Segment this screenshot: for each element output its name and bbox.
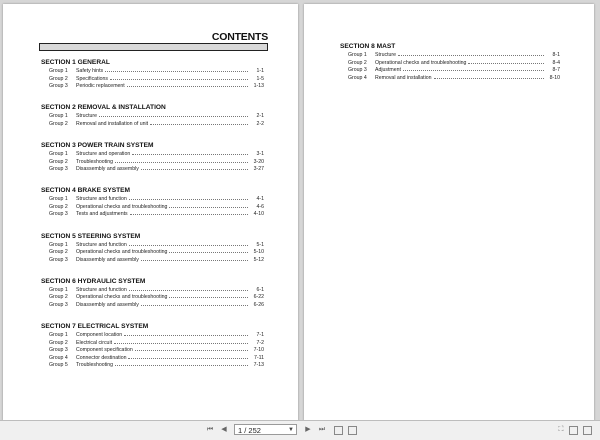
dot-leader [403,66,544,71]
pdf-page-left [3,4,298,421]
entry-title: Structure [76,113,98,120]
entry-title: Disassembly and assembly [76,166,139,173]
toc-entry[interactable] [41,248,264,256]
entry-title: Troubleshooting [76,158,114,165]
toc-entry[interactable] [41,150,264,158]
copy-icon[interactable] [334,426,343,435]
section-heading: SECTION 4 BRAKE SYSTEM [41,187,131,195]
previous-page-icon[interactable]: ◀ [221,426,227,433]
page-number: 4-10 [253,211,264,218]
group-label: Group 2 [49,158,68,165]
toc-entry[interactable] [41,120,264,128]
entry-title: Adjustment [375,67,401,74]
page-number: 4-6 [256,203,264,210]
page-number: 6-22 [253,294,264,301]
page-number: 7-1 [256,332,264,339]
entry-title: Disassembly and assembly [76,302,139,308]
group-label: Group 1 [49,150,68,157]
toc-entry[interactable] [41,256,264,264]
toc-entry[interactable] [41,203,264,211]
toc-entry[interactable] [41,293,264,301]
entry-title: Operational checks and troubleshooting [375,59,467,66]
entry-title: Tests and adjustments [76,211,128,218]
dot-leader [130,210,248,215]
section-heading: SECTION 5 STEERING SYSTEM [41,232,141,240]
toc-entry[interactable] [41,286,264,294]
toc-section [41,187,264,218]
dot-leader [169,293,248,298]
group-label: Group 4 [348,74,367,81]
toc-entry[interactable] [41,165,264,173]
entry-title: Removal and installation of unit [76,120,149,127]
entry-title: Component specification [76,347,133,354]
toc-entry[interactable] [41,301,264,309]
toc-section [41,142,264,173]
entry-title: Structure and operation [76,150,131,157]
toc-entry[interactable] [340,59,560,67]
last-page-icon[interactable]: ⏭ [318,426,326,433]
entry-title: Structure [375,52,397,58]
section-heading: SECTION 7 ELECTRICAL SYSTEM [41,323,149,331]
section-heading: SECTION 6 HYDRAULIC SYSTEM [41,277,146,285]
entry-title: Electrical circuit [76,339,113,346]
group-label: Group 4 [49,354,68,361]
page-number: 2-1 [256,113,264,120]
dot-leader [114,339,248,344]
group-label: Group 2 [49,249,68,256]
group-label: Group 1 [49,241,68,248]
single-page-icon[interactable] [569,426,578,435]
entry-title: Component location [76,332,123,339]
group-label: Group 1 [49,196,68,203]
page-indicator: 1 / 252 [238,426,261,435]
page-number: 3-27 [253,166,264,173]
page-number: 8-1 [552,52,560,58]
section-heading: SECTION 8 MAST [340,43,396,50]
group-label: Group 3 [49,347,68,354]
dot-leader [128,354,248,359]
dot-leader [141,301,248,306]
dot-leader [105,67,248,72]
page-number: 7-13 [253,362,264,369]
page-number: 5-10 [253,249,264,256]
toc-entry[interactable] [340,74,560,82]
dot-leader [169,248,248,253]
toc-section [340,43,560,81]
toc-entry[interactable] [41,361,264,369]
dot-leader [129,241,248,246]
page-number: 7-10 [253,347,264,354]
group-label: Group 1 [49,113,68,120]
group-label: Group 2 [348,59,367,66]
toc-entry[interactable] [41,67,264,75]
copy-alt-icon[interactable] [348,426,357,435]
group-label: Group 1 [348,52,367,58]
dot-leader [127,82,248,87]
toc-entry[interactable] [41,331,264,339]
toc-section [41,323,264,369]
toc-entry[interactable] [41,354,264,362]
toc-entry[interactable] [41,82,264,90]
dot-leader [124,331,248,336]
pdf-page-right [304,4,594,421]
fullscreen-icon[interactable]: ⛶ [558,426,564,433]
entry-title: Structure and function [76,286,127,293]
group-label: Group 3 [49,166,68,173]
group-label: Group 2 [49,120,68,127]
dot-leader [398,51,544,56]
group-label: Group 2 [49,75,68,82]
page-selector[interactable] [234,424,297,435]
toc-section [41,278,264,309]
entry-title: Troubleshooting [76,362,114,369]
toc-entry[interactable] [41,346,264,354]
entry-title: Removal and installation [375,74,432,81]
group-label: Group 3 [49,256,68,263]
group-label: Group 3 [49,302,68,308]
dot-leader [141,256,248,261]
dot-leader [115,361,248,366]
page-number: 8-4 [552,59,560,66]
pdf-toolbar [0,420,600,440]
title-rule [39,43,268,51]
dot-leader [169,203,248,208]
entry-title: Safety hints [76,68,104,74]
entry-title: Specifications [76,75,109,82]
dot-leader [141,165,248,170]
toc-entry[interactable] [41,210,264,218]
entry-title: Operational checks and troubleshooting [76,294,168,301]
toc-section [41,233,264,264]
entry-title: Operational checks and troubleshooting [76,203,168,210]
chevron-down-icon: ▼ [288,427,294,433]
group-label: Group 2 [49,339,68,346]
page-number: 6-26 [253,302,264,308]
dot-leader [129,286,248,291]
page-number: 1-1 [256,68,264,74]
toc-section [41,59,264,90]
dot-leader [99,112,248,117]
toc-entry[interactable] [41,241,264,249]
toc-entry[interactable] [41,158,264,166]
dot-leader [434,74,544,79]
section-heading: SECTION 2 REMOVAL & INSTALLATION [41,104,166,112]
toc-entry[interactable] [41,112,264,120]
group-label: Group 5 [49,362,68,369]
group-label: Group 2 [49,294,68,301]
page-number: 4-1 [256,196,264,203]
section-heading: SECTION 3 POWER TRAIN SYSTEM [41,141,154,149]
page-number: 8-7 [552,67,560,74]
contents-title: CONTENTS [211,31,268,43]
toc-entry[interactable] [340,51,560,59]
dot-leader [135,346,248,351]
page-number: 7-2 [256,339,264,346]
group-label: Group 2 [49,203,68,210]
entry-title: Connector destination [76,354,127,361]
first-page-icon[interactable]: ⏮ [206,426,214,433]
page-number: 1-13 [253,83,264,90]
entry-title: Periodic replacement [76,83,125,90]
page-number: 5-1 [256,241,264,248]
group-label: Group 3 [49,83,68,90]
page-number: 3-1 [256,150,264,157]
toc-entry[interactable] [41,75,264,83]
entry-title: Operational checks and troubleshooting [76,249,168,256]
page-number: 7-11 [254,354,264,361]
group-label: Group 1 [49,332,68,339]
page-number: 3-20 [253,158,264,165]
toc-right [340,43,560,96]
page-number: 2-2 [256,120,264,127]
group-label: Group 1 [49,68,68,74]
dot-leader [129,195,248,200]
toc-left [41,59,264,384]
page-number: 6-1 [256,286,264,293]
dot-leader [150,120,248,125]
toc-entry[interactable] [340,66,560,74]
toc-section [41,104,264,127]
two-page-icon[interactable] [583,426,592,435]
entry-title: Structure and function [76,241,127,248]
toc-entry[interactable] [41,195,264,203]
entry-title: Structure and function [76,196,127,203]
group-label: Group 3 [49,211,68,218]
page-number: 8-10 [549,74,560,81]
entry-title: Disassembly and assembly [76,256,139,263]
dot-leader [115,158,248,163]
group-label: Group 3 [348,67,367,74]
dot-leader [132,150,248,155]
toc-entry[interactable] [41,339,264,347]
next-page-icon[interactable]: ▶ [305,426,311,433]
group-label: Group 1 [49,286,68,293]
dot-leader [468,59,544,64]
dot-leader [110,75,248,80]
page-number: 5-12 [253,256,264,263]
page-number: 1-5 [256,75,264,82]
section-heading: SECTION 1 GENERAL [41,59,110,66]
